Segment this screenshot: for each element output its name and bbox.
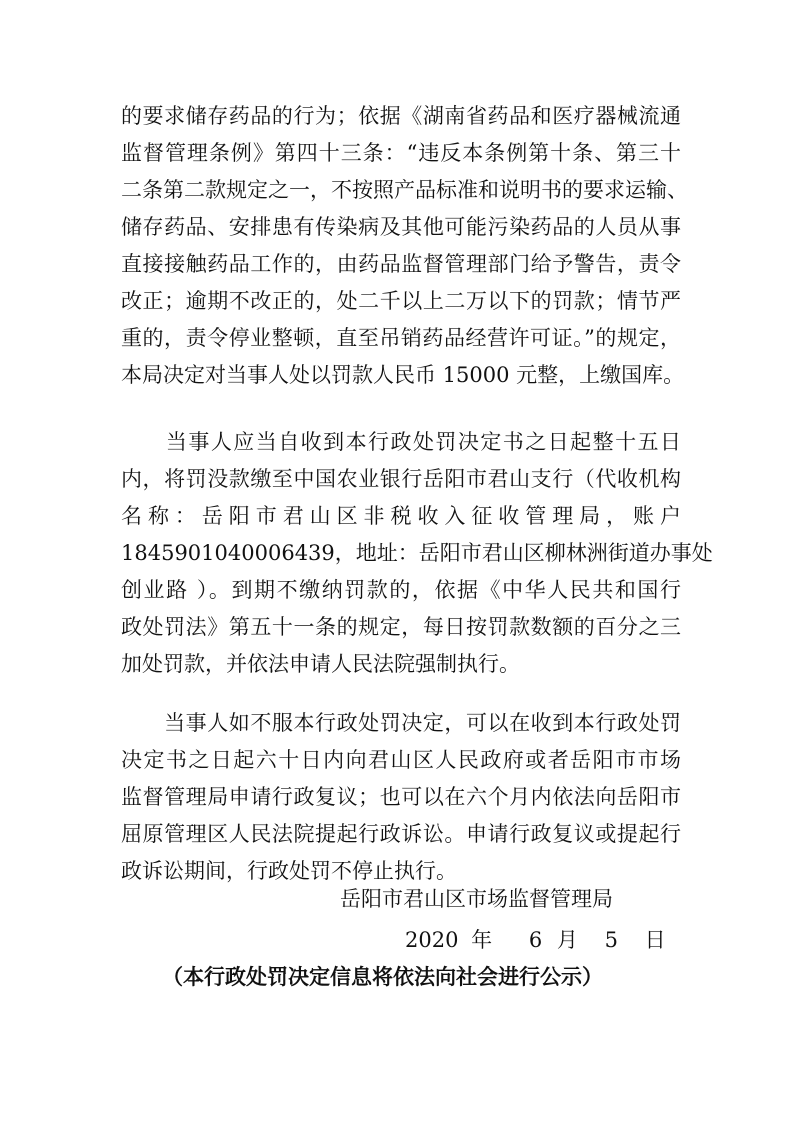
paragraph-line: 改正；逾期不改正的，处二千以上二万以下的罚款；情节严 xyxy=(121,289,681,313)
date-month: 6 xyxy=(528,928,543,952)
paragraph-line: 创业路 ）。到期不缴纳罚款的，依据《中华人民共和国行 xyxy=(121,578,681,602)
paragraph-line: 名称：岳阳市君山区非税收入征收管理局，账户 xyxy=(121,504,681,528)
paragraph-line: 本局决定对当事人处以罚款人民币 15000 元整，上缴国库。 xyxy=(121,363,685,387)
paragraph-line: 政诉讼期间，行政处罚不停止执行。 xyxy=(121,859,457,883)
paragraph-line: 当事人应当自收到本行政处罚决定书之日起整十五日 xyxy=(121,430,681,454)
paragraph-line: 重的，责令停业整顿，直至吊销药品经营许可证。”的规定， xyxy=(121,326,681,350)
paragraph-line: 当事人如不服本行政处罚决定，可以在收到本行政处罚 xyxy=(121,711,681,735)
paragraph-line: 的要求储存药品的行为；依据《湖南省药品和医疗器械流通 xyxy=(121,104,681,128)
date-month-unit: 月 xyxy=(556,928,578,952)
date-year-unit: 年 xyxy=(471,928,493,952)
paragraph-line: 决定书之日起六十日内向君山区人民政府或者岳阳市市场 xyxy=(121,748,681,772)
paragraph-line: 监督管理局申请行政复议；也可以在六个月内依法向岳阳市 xyxy=(121,785,681,809)
paragraph-line: 屈原管理区人民法院提起行政诉讼。申请行政复议或提起行 xyxy=(121,822,681,846)
paragraph-line: 监督管理条例》第四十三条：“违反本条例第十条、第三十 xyxy=(121,141,681,165)
paragraph-line: 内，将罚没款缴至中国农业银行岳阳市君山支行（代收机构 xyxy=(121,467,681,491)
paragraph-line: 加处罚款，并依法申请人民法院强制执行。 xyxy=(121,652,520,676)
publicity-notice: （本行政处罚决定信息将依法向社会进行公示） xyxy=(162,965,603,989)
paragraph-appeal-rights xyxy=(121,705,681,890)
paragraph-payment-instructions xyxy=(121,424,713,683)
paragraph-penalty-basis xyxy=(121,98,688,394)
date-day: 5 xyxy=(604,928,618,952)
signature-agency: 岳阳市君山区市场监督管理局 xyxy=(340,887,613,911)
paragraph-line: 政处罚法》第五十一条的规定，每日按罚款数额的百分之三 xyxy=(121,615,681,639)
paragraph-line: 直接接触药品工作的，由药品监督管理部门给予警告，责令 xyxy=(121,252,681,276)
date-year: 2020 xyxy=(405,928,459,952)
signature-date xyxy=(405,925,666,955)
paragraph-line: 储存药品、安排患有传染病及其他可能污染药品的人员从事 xyxy=(121,215,681,239)
date-day-unit: 日 xyxy=(644,928,666,952)
paragraph-line: 二条第二款规定之一，不按照产品标准和说明书的要求运输、 xyxy=(121,178,688,202)
paragraph-line: 1845901040006439，地址：岳阳市君山区柳林洲街道办事处 xyxy=(121,541,713,565)
